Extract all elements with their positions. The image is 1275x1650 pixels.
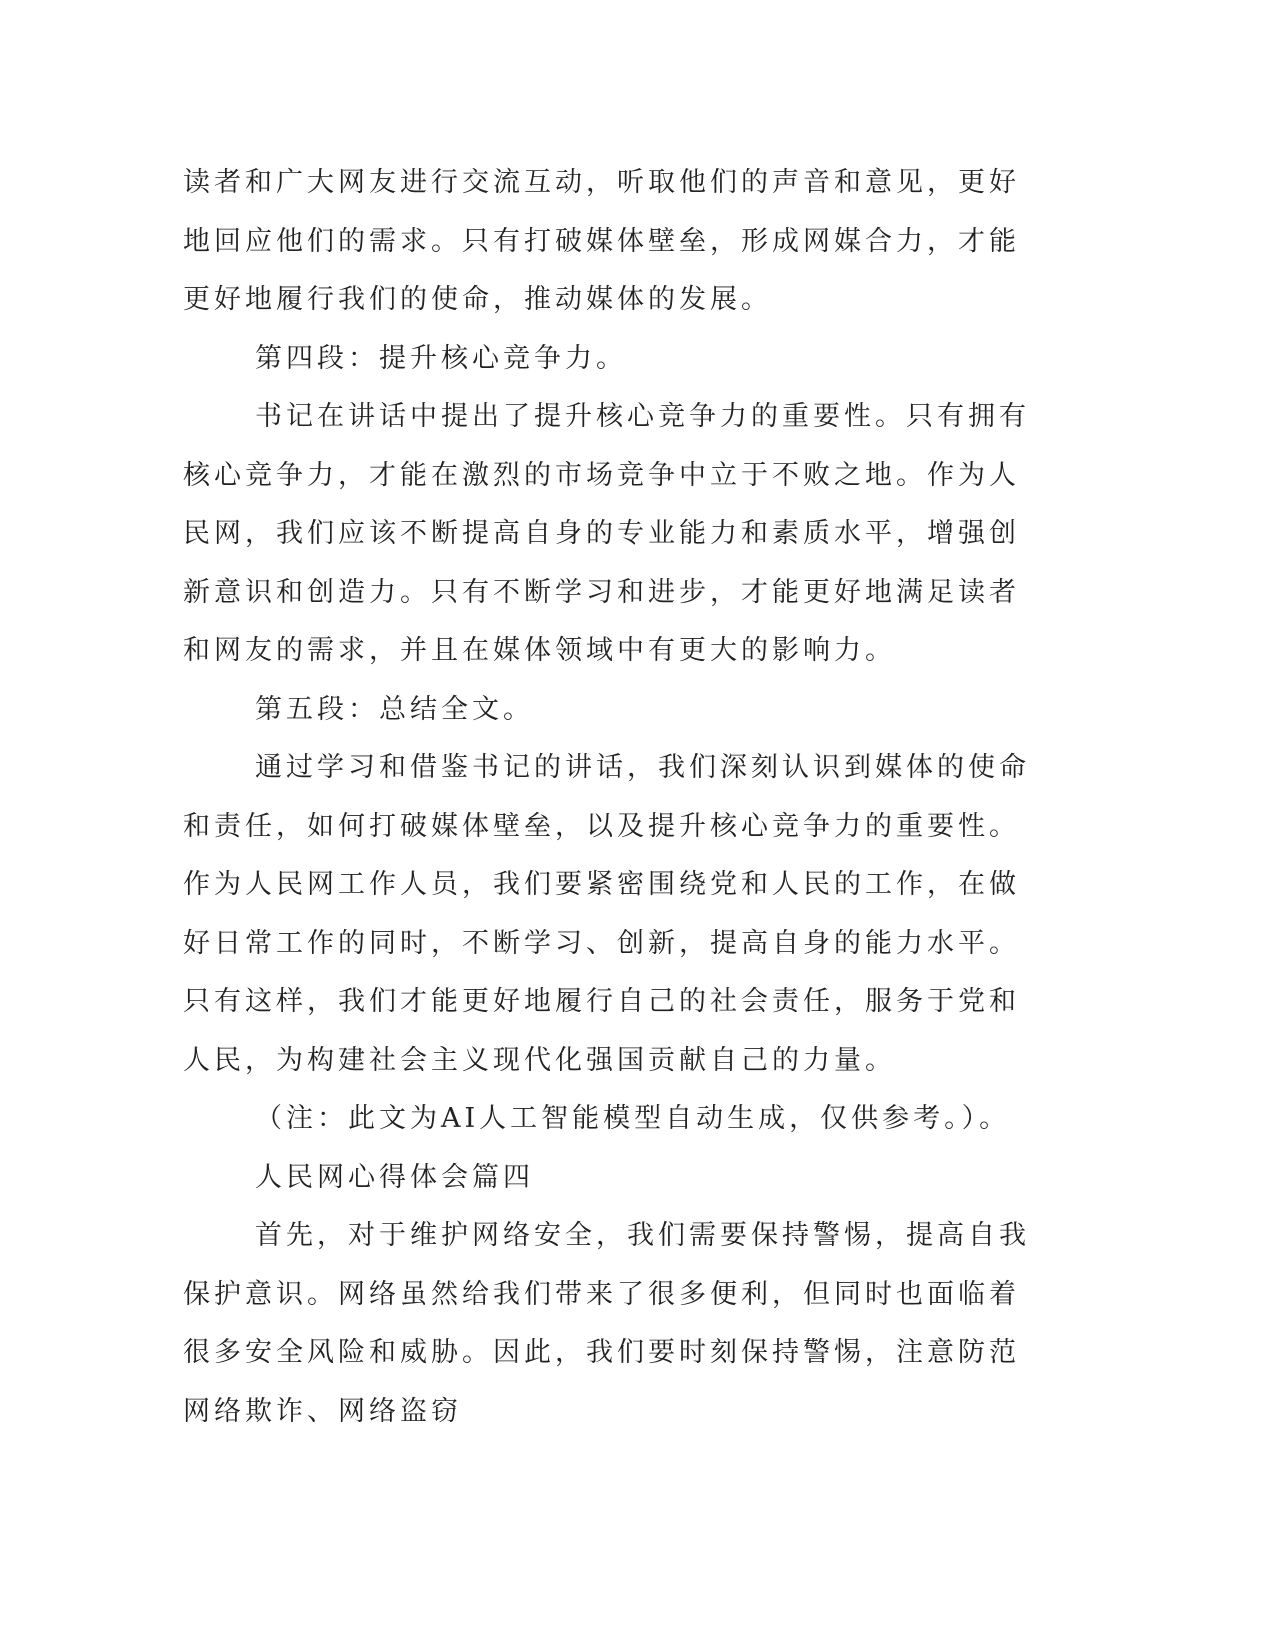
section-heading-4: 第四段：提升核心竞争力。 [255, 342, 627, 374]
paragraph-summary: 通过学习和借鉴书记的讲话，我们深刻认识到媒体的使命和责任，如何打破媒体壁垒，以及提升核心竞争力的重要性。作为人民网工作人员，我们要紧密围绕党和人民的工作，在做好日常工作的同时，不断学习、创新，提高自身的能力水平。只有这样，我们才能更好地履行自己的社会责任，服务于党和人民，为构建社会主义现代化强国贡献自己的力量。 [183, 752, 1030, 1076]
paragraph-network-security: 首先，对于维护网络安全，我们需要保持警惕，提高自我保护意识。网络虽然给我们带来了很多便利，但同时也面临着很多安全风险和威胁。因此，我们要时刻保持警惕，注意防范网络欺诈、网络盗窃 [183, 1220, 1030, 1427]
document-body [183, 154, 1033, 1441]
paragraph-core-competitiveness: 书记在讲话中提出了提升核心竞争力的重要性。只有拥有核心竞争力，才能在激烈的市场竞争中立于不败之地。作为人民网，我们应该不断提高自身的专业能力和素质水平，增强创新意识和创造力。只有不断学习和进步，才能更好地满足读者和网友的需求，并且在媒体领域中有更大的影响力。 [183, 401, 1030, 666]
section-heading-5: 第五段：总结全文。 [255, 693, 534, 725]
article-heading-4: 人民网心得体会篇四 [255, 1161, 534, 1193]
paragraph-continuation: 读者和广大网友进行交流互动，听取他们的声音和意见，更好地回应他们的需求。只有打破媒体壁垒，形成网媒合力，才能更好地履行我们的使命，推动媒体的发展。 [183, 167, 1020, 315]
ai-generated-note: （注：此文为AI人工智能模型自动生成，仅供参考。）。 [255, 1103, 1011, 1134]
